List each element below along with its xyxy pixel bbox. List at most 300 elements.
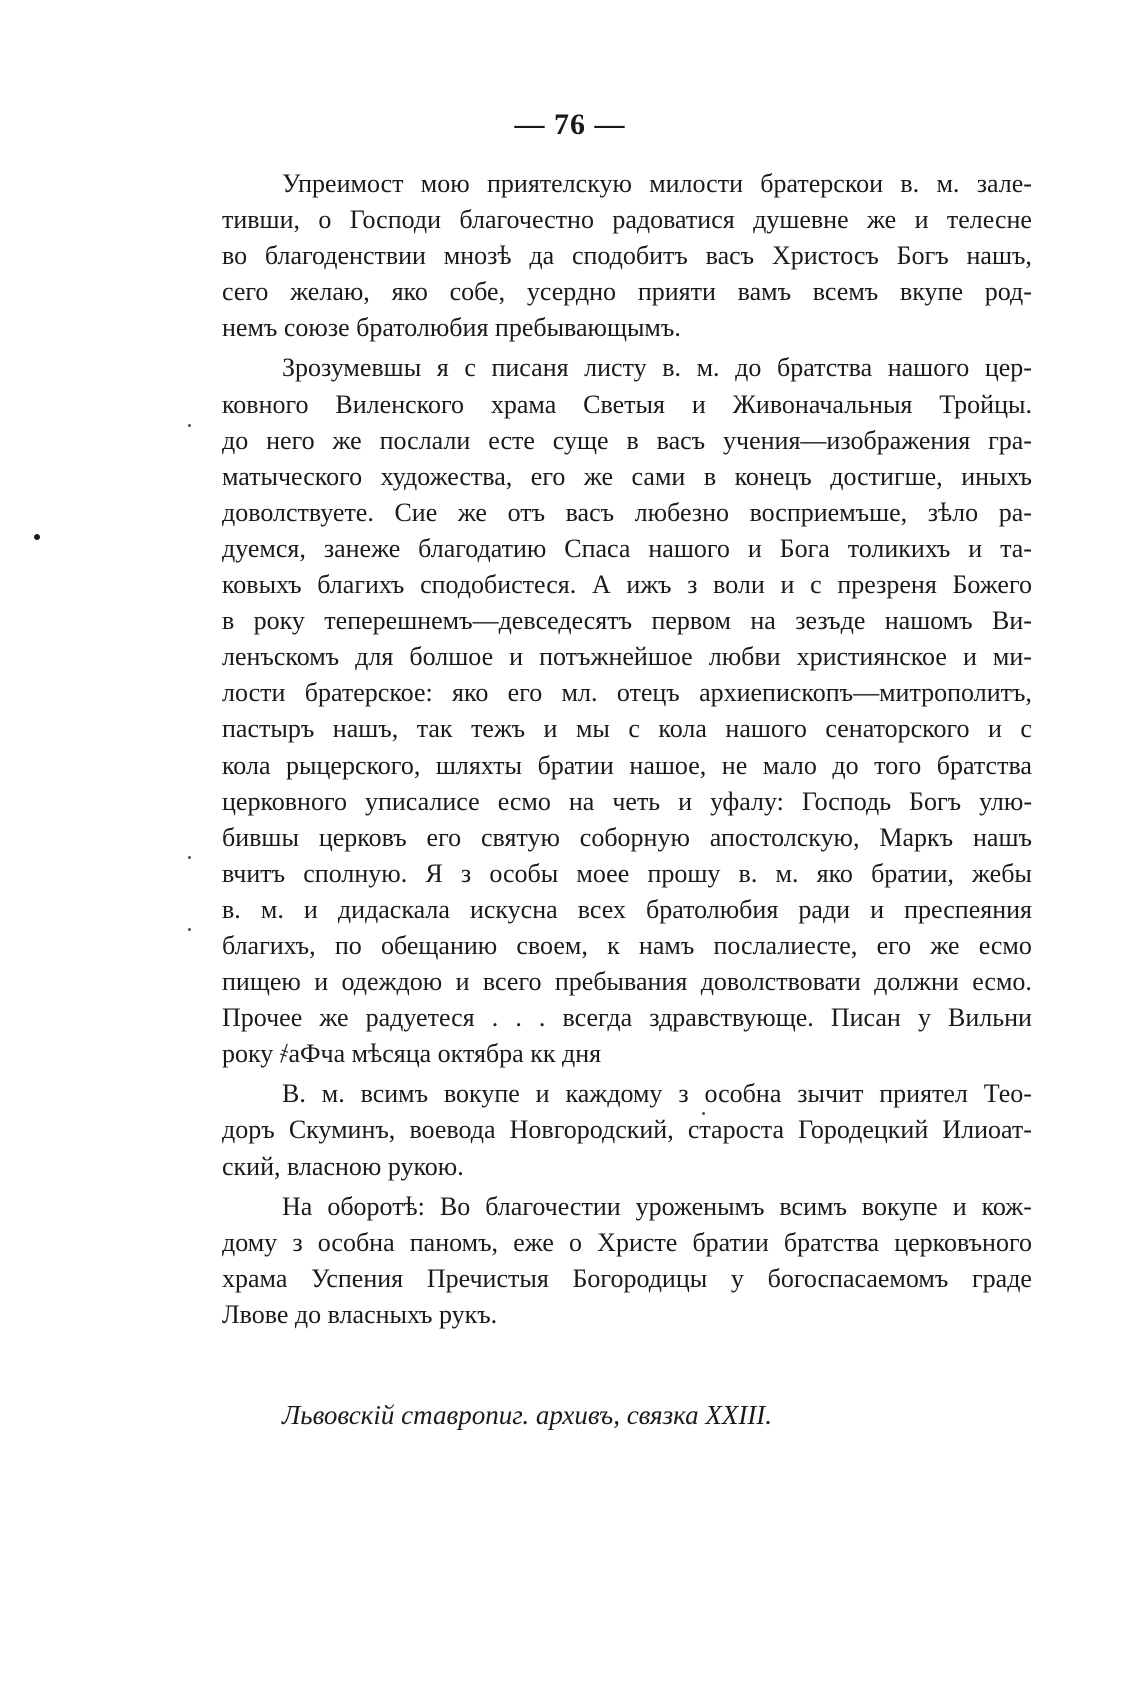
word: доволствуете. xyxy=(222,497,374,527)
word: во xyxy=(222,241,248,271)
word: художества, xyxy=(380,461,513,491)
text-line: Лвове до власныхъ рукъ. xyxy=(222,1299,498,1329)
word: так xyxy=(416,714,453,744)
word: . xyxy=(515,1003,522,1033)
word: отецъ xyxy=(616,678,680,708)
word: намъ xyxy=(638,930,695,960)
word: же xyxy=(930,930,960,960)
word: Тройцы. xyxy=(939,389,1032,419)
word: ради xyxy=(798,894,851,924)
word: пребывания xyxy=(554,967,688,997)
word: з xyxy=(292,1227,303,1257)
word: же xyxy=(867,205,897,235)
text-line xyxy=(222,820,1032,856)
stray-mark xyxy=(188,928,191,931)
word: да xyxy=(529,241,555,271)
word: всех xyxy=(577,894,626,924)
word: нашъ, xyxy=(966,241,1032,271)
word: братерскои xyxy=(760,169,884,198)
word: мнозѣ xyxy=(443,241,512,271)
word: и xyxy=(509,642,524,672)
word: . xyxy=(538,1003,546,1033)
word: и xyxy=(987,714,1002,744)
word: вокупе xyxy=(443,1079,520,1109)
word: сами xyxy=(631,461,686,491)
word: вамъ xyxy=(737,277,792,307)
text-line xyxy=(222,928,1032,964)
word: пастыръ xyxy=(222,714,315,744)
word: м. xyxy=(696,353,720,383)
word: Маркъ xyxy=(879,822,954,852)
word: матыческого xyxy=(222,461,363,491)
word: с xyxy=(810,570,822,600)
word: апостолскую, xyxy=(709,822,860,852)
word: церковъного xyxy=(894,1227,1032,1257)
word: его xyxy=(426,822,462,852)
word: отъ xyxy=(507,497,546,527)
word: тивши, xyxy=(222,205,300,235)
word: в xyxy=(703,461,717,491)
word: Зрозумевшы xyxy=(282,353,422,383)
word: потъжнейшое xyxy=(539,642,693,672)
word: прияти xyxy=(637,277,716,307)
word: и xyxy=(870,894,885,924)
word: нашомъ xyxy=(884,606,973,636)
word: же xyxy=(319,1003,349,1033)
word: и xyxy=(314,967,329,997)
word: доръ xyxy=(222,1115,275,1145)
word: В. xyxy=(282,1079,306,1109)
word: еже xyxy=(513,1227,554,1257)
text-line xyxy=(222,202,1032,238)
word: яко xyxy=(391,277,428,307)
word: занеже xyxy=(323,533,401,563)
word: не xyxy=(721,750,748,780)
word: церковъ xyxy=(318,822,407,852)
word: послалиесте, xyxy=(713,930,858,960)
word: всемъ xyxy=(812,277,879,307)
word: вокупе xyxy=(861,1191,938,1221)
word: достигше, xyxy=(830,461,943,491)
word: шляхты xyxy=(435,750,523,780)
stray-mark xyxy=(188,856,191,859)
text-line xyxy=(222,495,1032,531)
word: первом xyxy=(651,606,731,636)
word: пищею xyxy=(222,967,301,997)
word: кола xyxy=(222,750,271,780)
word: сподобитъ xyxy=(571,241,688,271)
word: гра- xyxy=(988,425,1032,455)
text-line xyxy=(222,1261,1032,1297)
word: сподобистеся. xyxy=(420,570,577,600)
word: Городецкий xyxy=(798,1115,929,1145)
word: ижъ xyxy=(626,570,672,600)
text-line xyxy=(222,238,1032,274)
page-number: — 76 — xyxy=(514,108,626,141)
word: и xyxy=(678,786,693,816)
word: Илиоат- xyxy=(942,1115,1032,1145)
text-line xyxy=(222,964,1032,1000)
word: в. xyxy=(222,894,241,924)
word: Бога xyxy=(779,533,830,563)
word: же xyxy=(583,461,614,491)
word: оборотѣ: xyxy=(327,1191,425,1221)
word: же xyxy=(457,497,487,527)
word: есмо xyxy=(978,930,1032,960)
word: благихъ xyxy=(317,570,405,600)
word: дому xyxy=(222,1227,278,1257)
word: нашого xyxy=(887,353,970,383)
word: братерское: xyxy=(304,678,433,708)
word: одеждою xyxy=(341,967,443,997)
word: листу xyxy=(584,353,647,383)
word: особы xyxy=(489,858,559,888)
word: вкупе xyxy=(899,277,963,307)
word: и xyxy=(780,570,795,600)
word: братии xyxy=(692,1227,769,1257)
word: ковного xyxy=(222,389,309,419)
word: уроженымъ xyxy=(635,1191,765,1221)
word: Господь xyxy=(801,786,892,816)
word: благихъ, xyxy=(222,930,316,960)
word: особна xyxy=(704,1079,782,1109)
word: уписалисе xyxy=(364,786,480,816)
word: яко xyxy=(816,858,853,888)
word: дуемся, xyxy=(222,533,306,563)
word: Божего xyxy=(952,570,1032,600)
text-line xyxy=(222,423,1032,459)
word: кола xyxy=(658,714,707,744)
word: радуетеся xyxy=(365,1003,475,1033)
stray-mark xyxy=(188,424,191,427)
text-line: немъ союзе братолюбия пребывающымъ. xyxy=(222,313,681,343)
word: сенаторского xyxy=(825,714,970,744)
word: Христосъ xyxy=(771,241,879,271)
text-line xyxy=(222,856,1032,892)
word: м. xyxy=(936,169,960,198)
word: братии xyxy=(537,750,614,780)
word: Упреимост xyxy=(282,169,404,198)
word: тежъ xyxy=(471,714,526,744)
word: к xyxy=(607,930,620,960)
word: конецъ xyxy=(734,461,812,491)
word: есмо xyxy=(497,786,551,816)
word: Успения xyxy=(311,1263,404,1293)
word: до xyxy=(735,353,762,383)
word: иныхъ xyxy=(961,461,1032,491)
text-line xyxy=(222,567,1032,603)
word: Писан xyxy=(830,1003,901,1033)
word: . xyxy=(491,1003,499,1033)
word: своем, xyxy=(516,930,588,960)
word: На xyxy=(282,1191,313,1221)
word: ра- xyxy=(998,497,1032,527)
word: Христе xyxy=(597,1227,678,1257)
word: восприемъше, xyxy=(749,497,908,527)
word: всимъ xyxy=(779,1191,847,1221)
word: Богородицы xyxy=(572,1263,708,1293)
word: мало xyxy=(762,750,817,780)
word: християнское xyxy=(796,642,947,672)
word: Прочее xyxy=(222,1003,303,1033)
word: архиепископъ—митрополитъ, xyxy=(699,678,1032,708)
word: каждому xyxy=(565,1079,663,1109)
text-line xyxy=(222,639,1032,675)
word: и xyxy=(914,205,929,235)
word: телесне xyxy=(946,205,1032,235)
word: моее xyxy=(576,858,630,888)
word: церковного xyxy=(222,786,347,816)
word: яко xyxy=(452,678,489,708)
text-line xyxy=(222,350,1032,386)
word: усердно xyxy=(526,277,617,307)
word: и xyxy=(543,714,558,744)
word: и xyxy=(535,1079,550,1109)
word: должни xyxy=(874,967,959,997)
word: до xyxy=(832,750,859,780)
text-line xyxy=(222,1112,1032,1148)
word: м. xyxy=(321,1079,345,1109)
word: на xyxy=(750,606,776,636)
word: и xyxy=(455,967,470,997)
word: рыцерского, xyxy=(286,750,421,780)
word: послали xyxy=(379,425,471,455)
word: есте xyxy=(488,425,535,455)
text-line xyxy=(222,274,1032,310)
word: васъ xyxy=(705,241,755,271)
text-line xyxy=(222,1189,1032,1225)
word: с xyxy=(1020,714,1032,744)
word: бившы xyxy=(222,822,299,852)
word: радоватися xyxy=(612,205,735,235)
text-line xyxy=(222,711,1032,747)
word: братства xyxy=(776,353,873,383)
word: я xyxy=(436,353,449,383)
word: улю- xyxy=(979,786,1032,816)
word: преспеяния xyxy=(904,894,1032,924)
word: о xyxy=(318,205,332,235)
word: Скуминъ, xyxy=(288,1115,396,1145)
word: любезно xyxy=(634,497,729,527)
word: собе, xyxy=(449,277,506,307)
word: храма xyxy=(490,389,557,419)
word: и xyxy=(691,389,706,419)
word: есмо. xyxy=(972,967,1032,997)
word: Господи xyxy=(349,205,442,235)
word: святую xyxy=(481,822,560,852)
word: с xyxy=(464,353,476,383)
word: всегда xyxy=(562,1003,633,1033)
word: Я xyxy=(425,858,443,888)
text-line xyxy=(222,1000,1032,1036)
word: Во xyxy=(439,1191,471,1221)
text-line xyxy=(222,675,1032,711)
word: для xyxy=(355,642,394,672)
word: на xyxy=(568,786,595,816)
word: приятел xyxy=(879,1079,968,1109)
word: соборную xyxy=(579,822,690,852)
word: Ви- xyxy=(992,606,1032,636)
word: Спаса xyxy=(564,533,631,563)
word: васъ xyxy=(656,425,706,455)
word: паномъ, xyxy=(409,1227,499,1257)
word: и xyxy=(962,642,977,672)
word: зезъде xyxy=(795,606,866,636)
text-line xyxy=(222,784,1032,820)
word: дидаскала xyxy=(337,894,450,924)
word: з xyxy=(678,1079,689,1109)
word: храма xyxy=(222,1263,288,1293)
word: четь xyxy=(612,786,661,816)
word: зале- xyxy=(976,169,1032,198)
word: в. xyxy=(738,858,758,888)
word: всимъ xyxy=(360,1079,429,1109)
word: о xyxy=(569,1227,583,1257)
word: мою xyxy=(420,169,470,198)
word: учения—изображения xyxy=(723,425,971,455)
text-line xyxy=(222,892,1032,928)
word: любви xyxy=(708,642,781,672)
word: сполную. xyxy=(303,858,408,888)
word: болшое xyxy=(409,642,494,672)
word: благодатию xyxy=(418,533,547,563)
word: милости xyxy=(649,169,743,198)
word: его xyxy=(507,678,543,708)
word: нашого xyxy=(725,714,807,744)
word: толикихъ xyxy=(847,533,951,563)
word: до xyxy=(222,425,249,455)
word: м. xyxy=(775,858,799,888)
word: и xyxy=(303,894,318,924)
word: Пречистыя xyxy=(426,1263,549,1293)
text-line xyxy=(222,166,1032,202)
word: воли xyxy=(713,570,765,600)
word: теперешнемъ—девcедесятъ xyxy=(324,606,633,636)
word: и xyxy=(952,1191,967,1221)
word: року xyxy=(253,606,305,636)
word: Новгородский, xyxy=(509,1115,674,1145)
word: у xyxy=(730,1263,744,1293)
word: Богъ xyxy=(909,786,962,816)
word: писаня xyxy=(491,353,569,383)
word: лости xyxy=(222,678,286,708)
word: А xyxy=(591,570,611,600)
word: искусна xyxy=(469,894,558,924)
word: граде xyxy=(971,1263,1032,1293)
word: братства xyxy=(783,1227,880,1257)
word: Живоначальныя xyxy=(732,389,913,419)
word: суще xyxy=(552,425,609,455)
text-line: ский, власною рукою. xyxy=(222,1151,464,1181)
word: староста xyxy=(687,1115,784,1145)
text-line xyxy=(222,387,1032,423)
word: в. xyxy=(900,169,920,198)
word: обещанию xyxy=(380,930,498,960)
word: братства xyxy=(936,750,1032,780)
word: же xyxy=(332,425,362,455)
word: нашъ, xyxy=(332,714,399,744)
word: прошу xyxy=(647,858,721,888)
word: та- xyxy=(1000,533,1032,563)
text-line xyxy=(222,531,1032,567)
stray-mark xyxy=(702,1112,705,1115)
text-line: року ҂аФча мѣсяца октябра кк дня xyxy=(222,1039,602,1069)
word: зычит xyxy=(797,1079,864,1109)
word: душевне xyxy=(753,205,849,235)
word: ковыхъ xyxy=(222,570,302,600)
word: кож- xyxy=(981,1191,1032,1221)
word: всего xyxy=(482,967,542,997)
word: ми- xyxy=(992,642,1032,672)
word: Богъ xyxy=(896,241,949,271)
word: нашое, xyxy=(629,750,707,780)
word: Виленского xyxy=(335,389,464,419)
word: благоденствии xyxy=(264,241,426,271)
word: него xyxy=(266,425,315,455)
word: желаю, xyxy=(290,277,370,307)
word: в xyxy=(222,606,235,636)
word: нашого xyxy=(648,533,730,563)
word: з xyxy=(460,858,472,888)
word: презреня xyxy=(837,570,937,600)
word: жебы xyxy=(972,858,1032,888)
word: в xyxy=(626,425,639,455)
word: Тео- xyxy=(983,1079,1032,1109)
word: у xyxy=(917,1003,931,1033)
word: нашъ xyxy=(972,822,1032,852)
word: его xyxy=(876,930,912,960)
word: с xyxy=(628,714,640,744)
word: зѣло xyxy=(927,497,979,527)
text-line xyxy=(222,1076,1032,1112)
text-line xyxy=(222,748,1032,784)
word: род- xyxy=(984,277,1032,307)
word: Сие xyxy=(394,497,438,527)
word: его xyxy=(530,461,566,491)
word: васъ xyxy=(565,497,615,527)
word: приятелскую xyxy=(486,169,632,198)
word: м. xyxy=(260,894,284,924)
word: цер- xyxy=(984,353,1032,383)
word: Вильни xyxy=(948,1003,1032,1033)
margin-dot xyxy=(34,534,40,540)
word: в. xyxy=(662,353,681,383)
word: богоспасаемомъ xyxy=(767,1263,949,1293)
word: по xyxy=(334,930,362,960)
word: сего xyxy=(222,277,269,307)
word: благочестно xyxy=(459,205,594,235)
word: братии, xyxy=(871,858,954,888)
word: особна xyxy=(317,1227,395,1257)
word: здравствующе. xyxy=(649,1003,814,1033)
word: воевода xyxy=(409,1115,496,1145)
text-line xyxy=(222,1225,1032,1261)
word: уфалу: xyxy=(710,786,784,816)
word: мы xyxy=(575,714,610,744)
word: ленъскомъ xyxy=(222,642,340,672)
word: доволствовати xyxy=(700,967,861,997)
text-line xyxy=(222,603,1032,639)
word: того xyxy=(874,750,922,780)
text-line xyxy=(222,459,1032,495)
word: мл. xyxy=(561,678,598,708)
source-citation: Львовскій ставропиг. архивъ, связка XXIII. xyxy=(282,1400,773,1430)
word: вчитъ xyxy=(222,858,286,888)
word: и xyxy=(968,533,983,563)
word: братолюбия xyxy=(646,894,779,924)
word: Светыя xyxy=(583,389,665,419)
letter-text xyxy=(222,166,1032,1333)
